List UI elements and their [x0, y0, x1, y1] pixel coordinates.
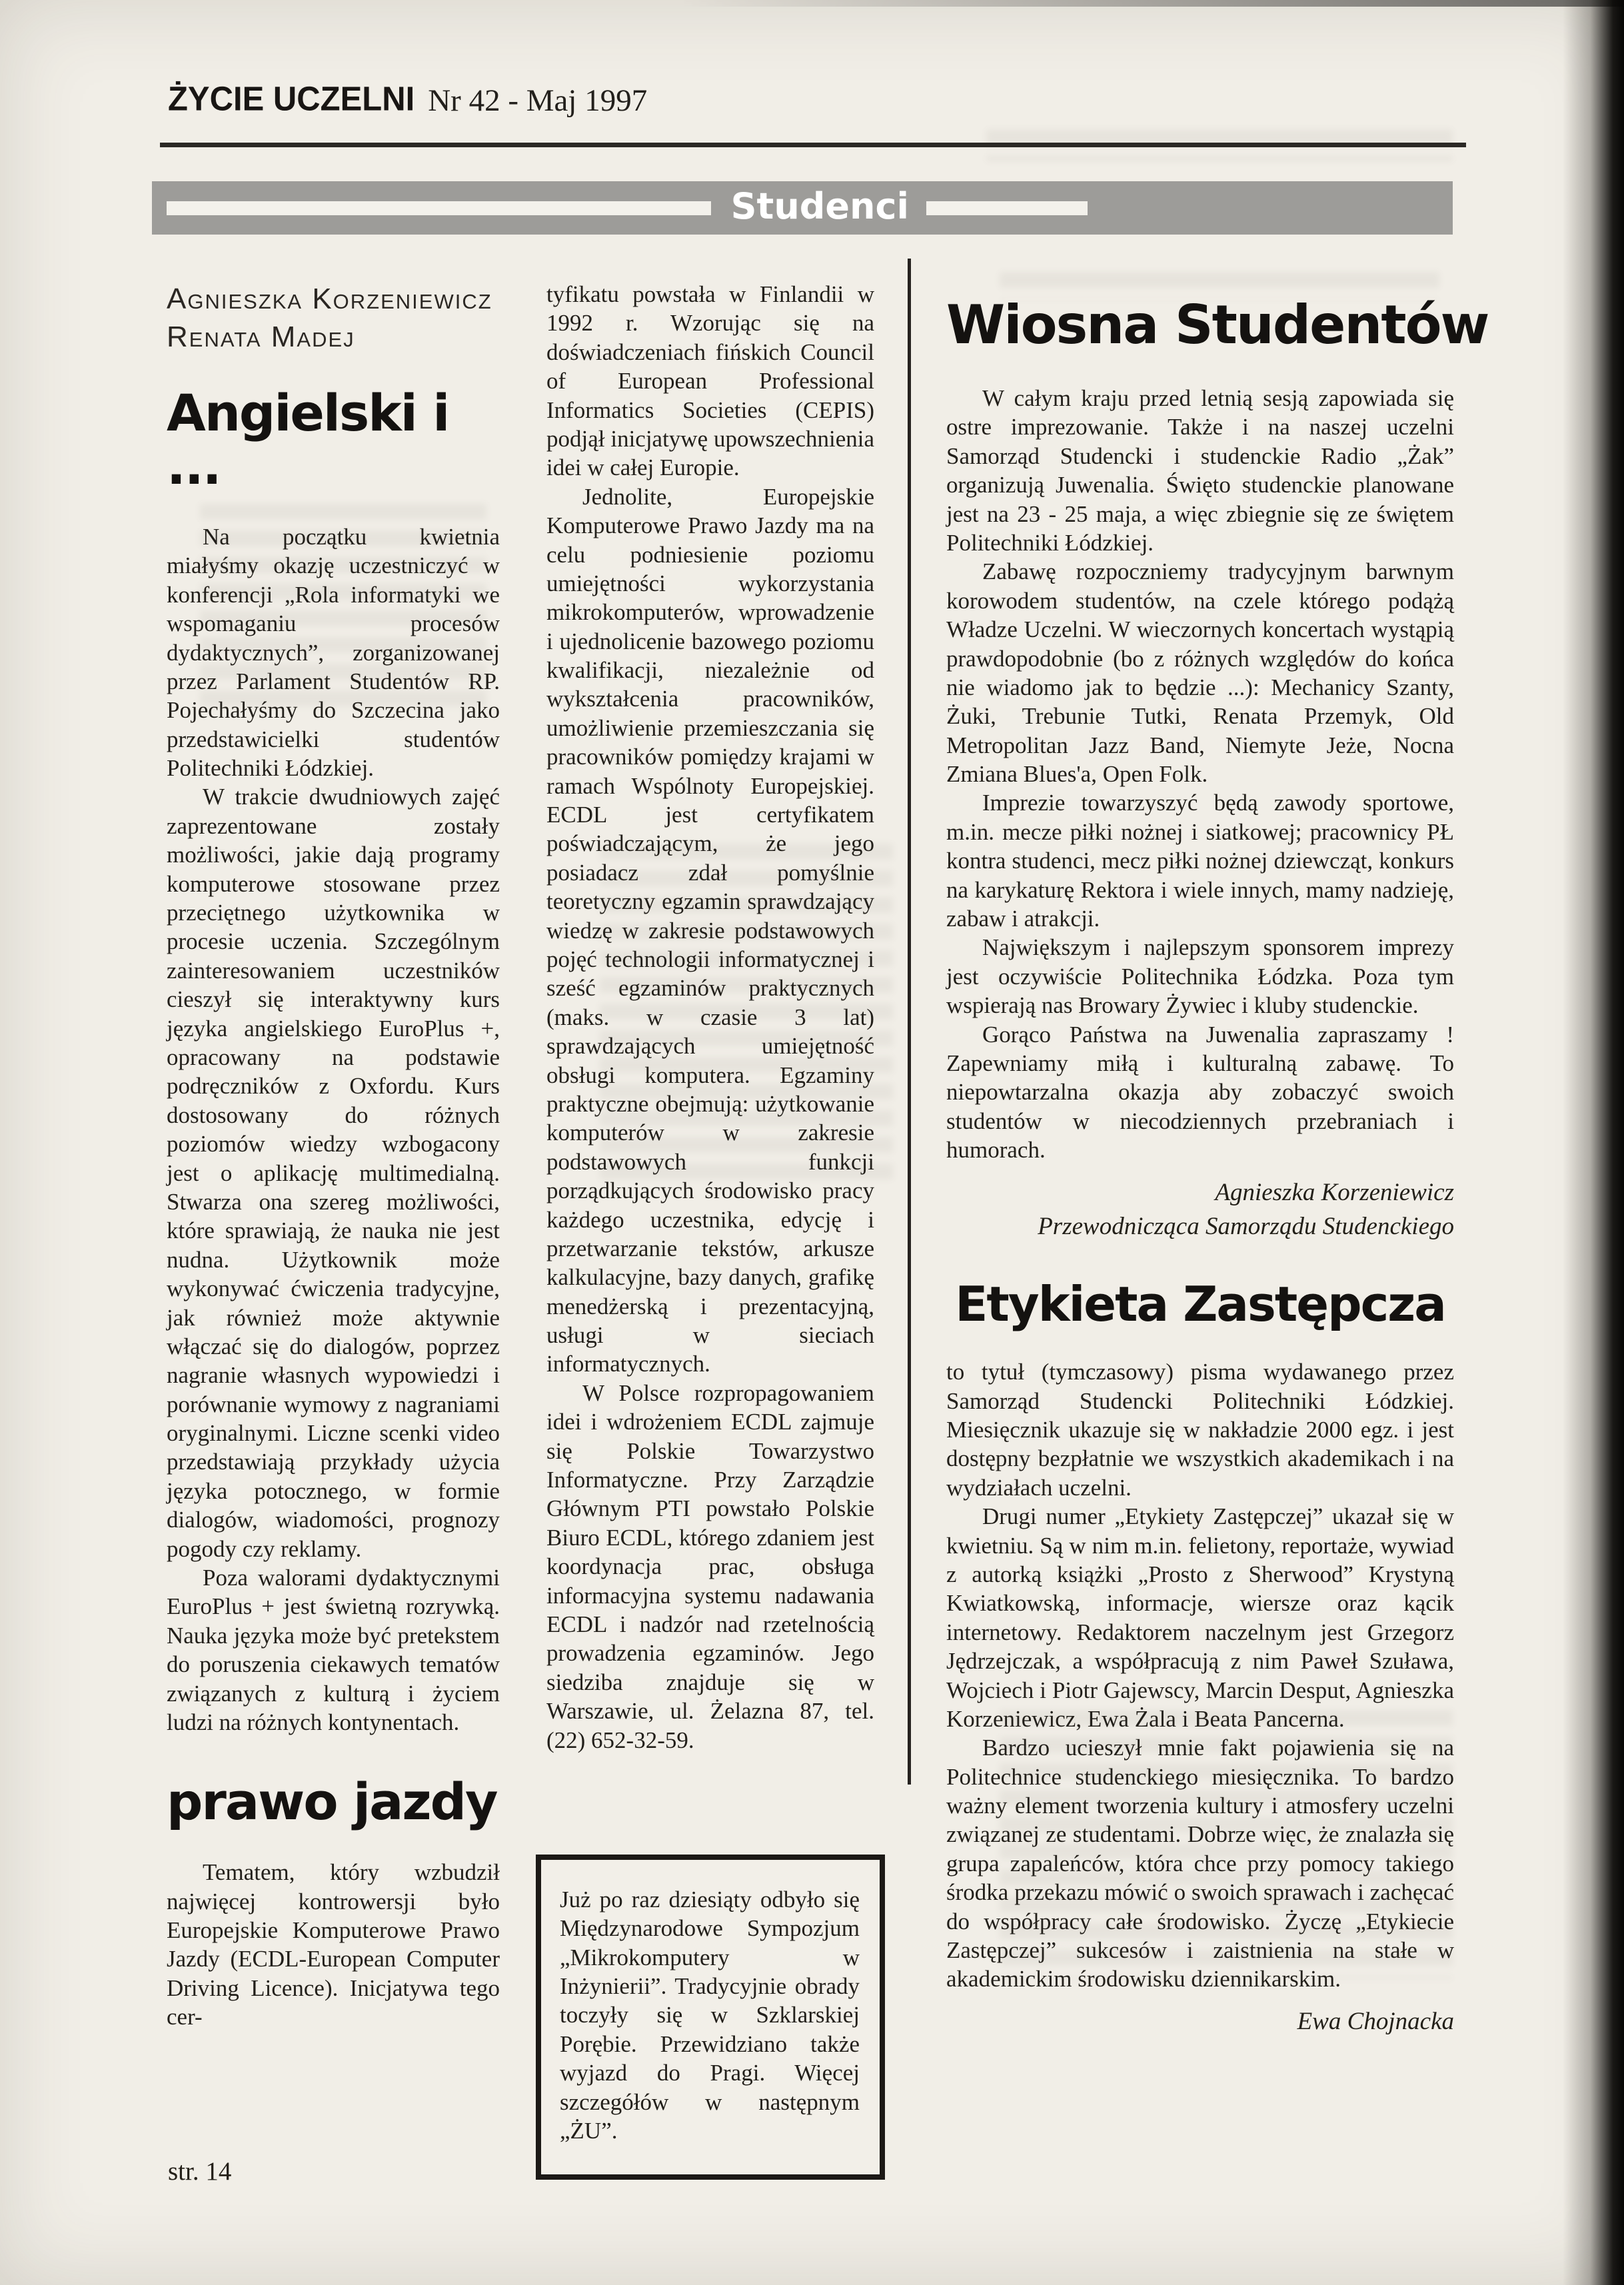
article-title-angielski: Angielski i ... [167, 383, 449, 496]
column-3 [946, 280, 1489, 2038]
paragraph: Poza walorami dydaktycznymi EuroPlus + jest świetną rozrywką. Nauka języka może być pretekstem do poruszenia ciekawych tematów związanych z kulturą i życiem ludzi na różnych kontynentach. [167, 1565, 500, 1735]
paragraph: W Polsce rozpropagowaniem idei i wdrożeniem ECDL zajmuje się Polskie Towarzystwo Informatyczne. Przy Zarządzie Głównym PTI powstało Polskie Biuro ECDL, którego zdaniem jest koordynacja prac, obsługa informacyjna systemu nadawania ECDL i nadzór nad rzetelnością prowadzenia egzaminów. Jego siedziba znajduje się w Warszawie, ul. Żelazna 87, tel. (22) 652-32-59. [546, 1379, 874, 1753]
banner-filler [1088, 181, 1453, 235]
article-title-wiosna-studentow: Wiosna Studentów [946, 294, 1489, 356]
paragraph: Zabawę rozpoczniemy tradycyjnym barwnym korowodem studentów, na czele którego podążą Władze Uczelni. W wieczornych koncertach wystąpią prawdopodobnie (bo z różnych względów do końca nie wiadomo jak to będzie ...): Mechanicy Szanty, Żuki, Trebunie Tutki, Renata Przemyk, Old Metropolitan Jazz Band, Niemyte Jeże, Nocna Zmiana Blues'a, Open Folk. [946, 558, 1454, 788]
article-title-prawo-jazdy: prawo jazdy [167, 1772, 497, 1832]
paragraph: Imprezie towarzyszyć będą zawody sportowe, m.in. mecze piłki nożnej i siatkowej; pracownicy PŁ kontra studenci, mecz piłki nożnej dziewcząt, konkurs na karykaturę Rektora i wiele innych, mamy nadzieję, zabaw i atrakcji. [946, 790, 1454, 932]
column-1 [167, 280, 500, 2032]
banner-stripe-left [167, 201, 711, 215]
byline-author-2: Renata Madej [167, 321, 355, 354]
column-2 [546, 280, 874, 2180]
boxed-note-text: Już po raz dziesiąty odbyło się Międzynarodowe Sympozjum „Mikrokomputery w Inżynierii”. Tradycyjnie obrady toczyły się w Szklarskiej Porębie. Przewidziano także wyjazd do Pragi. Więcej szczegółów w następnym „ŻU”. [560, 1886, 860, 2144]
page-number: str. 14 [168, 2157, 232, 2186]
signature-name: Agnieszka Korzeniewicz [1215, 1178, 1454, 1206]
paragraph: Jednolite, Europejskie Komputerowe Prawo Jazdy ma na celu podniesienie poziomu umiejętności wykorzystania mikrokomputerów, wprowadzenie i ujednolicenie bazowego poziomu kwalifikacji, niezależnie od wykształcenia pracowników, umożliwienie przemieszczania się pracowników pomiędzy krajami w ramach Wspólnoty Europejskiej. ECDL jest certyfikatem poświadczającym, że jego posiadacz zdał pomyślnie teoretyczny egzamin sprawdzający wiedzę w zakresie podstawowych pojęć technologii informatycznej i sześć egzaminów praktycznych (maks. w czasie 3 lat) sprawdzających umiejętność obsługi komputera. Egzaminy praktyczne obejmują: użytkowanie komputerów w zakresie podstawowych funkcji porządkujących środowisko pracy każdego uczestnika, edycję i przetwarzanie tekstów, arkusze kalkulacyjne, bazy danych, grafikę menedżerską i prezentacyjną, usługi w sieciach informatycznych. [546, 483, 874, 1377]
scan-edge-top [680, 0, 1624, 7]
paragraph: tyfikatu powstała w Finlandii w 1992 r. Wzorując się na doświadczeniach fińskich Council of European Professional Informatics Societies (CEPIS) podjął inicjatywę upowszechnienia idei w całej Europie. [546, 281, 874, 481]
section-banner-label: Studenci [730, 185, 909, 227]
paragraph: Tematem, który wzbudził najwięcej kontrowersji było Europejskie Komputerowe Prawo Jazdy (ECDL-European Computer Driving Licence). Inicjatywa tego cer- [167, 1859, 500, 2030]
masthead-issue: Nr 42 - Maj 1997 [428, 83, 648, 118]
signature-role: Przewodnicząca Samorządu Studenckiego [1038, 1212, 1454, 1240]
byline-author-1: Agnieszka Korzeniewicz [167, 283, 492, 315]
paragraph: Największym i najlepszym sponsorem imprezy jest oczywiście Politechnika Łódzka. Poza tym wspierają nas Browary Żywiec i kluby studenckie. [946, 934, 1454, 1019]
boxed-note [536, 1855, 885, 2180]
article-byline [167, 280, 500, 356]
scan-edge-right [1563, 0, 1624, 2285]
paragraph: Na początku kwietnia miałyśmy okazję uczestniczyć w konferencji „Rola informatyki we wspomaganiu procesów dydaktycznych”, zorganizowanej przez Parlament Studentów RP. Pojechałyśmy do Szczecina jako przedstawicielki studentów Politechniki Łódzkiej. [167, 523, 500, 782]
paragraph: W całym kraju przed letnią sesją zapowiada się ostre imprezowanie. Także i na naszej uczelni Samorząd Studencki i studenckie Radio „Żak” organizują Juwenalia. Święto studenckie planowane jest na 23 - 25 maja, a więc zbiegnie się ze świętem Politechniki Łódzkiej. [946, 385, 1454, 556]
column-divider [908, 259, 911, 1785]
columns [167, 280, 1489, 2180]
signature-block [946, 2004, 1454, 2038]
section-banner [152, 181, 1453, 235]
masthead-logo: ŻYCIE UCZELNI [168, 80, 415, 118]
paragraph: Drugi numer „Etykiety Zastępczej” ukazał się w kwietniu. Są w nim m.in. felietony, reportaże, wywiad z autorką książki „Prosto z Sherwood” Krystyną Kwiatkowską, informacje, wiersze oraz kącik internetowy. Redaktorem naczelnym jest Grzegorz Jędrzejczak, a współpracują z nim Paweł Szuława, Wojciech i Piotr Gajewscy, Marcin Desput, Agnieszka Korzeniewicz, Ewa Żala i Beata Pancerna. [946, 1503, 1454, 1732]
paragraph: to tytuł (tymczasowy) pisma wydawanego przez Samorząd Studencki Politechniki Łódzkiej. Miesięcznik ukazuje się w nakładzie 2000 egz. i jest dostępny bezpłatnie we wszystkich akademikach i na wydziałach uczelni. [946, 1359, 1454, 1501]
article-title-etykieta-zastepcza: Etykieta Zastępcza [955, 1275, 1445, 1332]
paragraph: Gorąco Państwa na Juwenalia zapraszamy ! Zapewniamy miłą i kulturalną zabawę. To niepowtarzalna okazja aby zobaczyć swoich studentów w niecodziennych przebraniach i humorach. [946, 1021, 1454, 1163]
signature-block [946, 1175, 1454, 1243]
paragraph: W trakcie dwudniowych zajęć zaprezentowane zostały możliwości, jakie dają programy komputerowe stosowane przez przeciętnego użytkownika w procesie uczenia. Szczególnym zainteresowaniem uczestników cieszył się interaktywny kurs języka angielskiego EuroPlus +, opracowany na podstawie podręczników z Oxfordu. Kurs dostosowany do różnych poziomów wiedzy wzbogacony jest o aplikację multimedialną. Stwarza ona szereg możliwości, które sprawiają, że nauka nie jest nudna. Użytkownik może wykonywać ćwiczenia tradycyjne, jak również może aktywnie włączać się do dialogów, poprzez nagranie własnych wypowiedzi i porównanie wymowy z nagraniami oryginalnymi. Liczne scenki video przedstawiają przykłady użycia języka potocznego, w formie dialogów, wiadomości, prognozy pogody czy reklamy. [167, 784, 500, 1562]
paragraph: Bardzo ucieszył mnie fakt pojawienia się na Politechnice studenckiego miesięcznika. To bardzo ważny element tworzenia kultury i atmosfery uczelni związanej ze studentami. Dobrze więc, że znalazła się grupa zapaleńców, która chce przy pomocy takiego środka przekazu mówić o swoich sprawach i zachęcać do współpracy całe środowisko. Życzę „Etykiecie Zastępczej” sukcesów i zaistnienia na stałe w akademickim środowisku dziennikarskim. [946, 1735, 1454, 1992]
header-rule [160, 143, 1466, 147]
masthead [168, 81, 647, 119]
banner-lead [152, 181, 167, 235]
bleed-through-artifact [986, 119, 1453, 161]
signature-name: Ewa Chojnacka [1297, 2007, 1454, 2035]
banner-stripe-right [926, 201, 1088, 215]
